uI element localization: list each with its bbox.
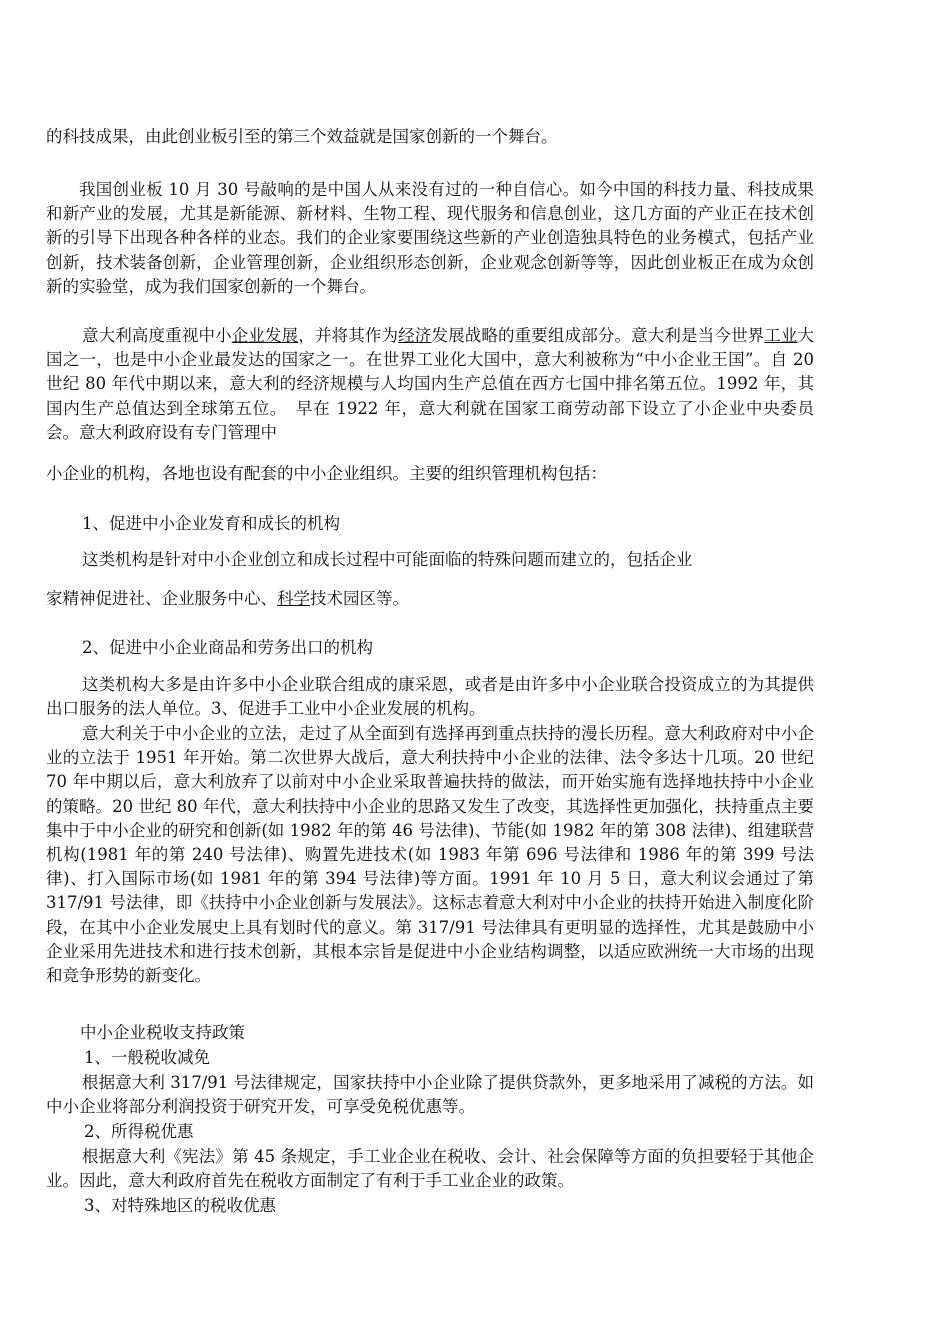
section-heading: 2、促进中小企业商品和劳务出口的机构 <box>82 638 373 657</box>
link-economy[interactable]: 经济 <box>398 326 432 345</box>
paragraph: 意大利高度重视中小企业发展，并将其作为经济发展战略的重要组成部分。意大利是当今世界工业大国之一，也是中小企业最发达的国家之一。在世界工业化大国中，意大利被称为“中小企业王国”。自 20 世纪 80 年代中期以来，意大利的经济规模与人均国内生产总值在西方七国中排名第五位。1992 年，其国内生产总值达到全球第五位。 早在 1922 年，意大利就在国家工商劳动部下设立了小企业中央委员会。意大利政府设有专门管理中 <box>46 326 815 442</box>
paragraph: 根据意大利《宪法》第 45 条规定，手工业企业在税收、会计、社会保障等方面的负担要轻于其他企业。因此，意大利政府首先在税收方面制定了有利于手工业企业的政策。 <box>46 1147 814 1191</box>
paragraph: 这类机构大多是由许多中小企业联合组成的康采恩，或者是由许多中小企业联合投资成立的为其提供出口服务的法人单位。3、促进手工业中小企业发展的机构。 <box>46 675 814 719</box>
paragraph: 我国创业板 10 月 30 号敲响的是中国人从来没有过的一种自信心。如今中国的科技力量、科技成果和新产业的发展，尤其是新能源、新材料、生物工程、现代服务和信息创业，这几方面的产业正在技术创新的引导下出现各种各样的业态。我们的企业家要围绕这些新的产业创造独具特色的业务模式，包括产业创新，技术装备创新，企业管理创新，企业组织形态创新，企业观念创新等等，因此创业板正在成为众创新的实验堂，成为我们国家创新的一个舞台。 <box>46 180 814 296</box>
subsection-heading: 3、对特殊地区的税收优惠 <box>84 1196 276 1215</box>
link-science[interactable]: 科学 <box>277 589 310 608</box>
text-line: 家精神促进社、企业服务中心、科学技术园区等。 <box>46 589 409 608</box>
text-line: 小企业的机构，各地也设有配套的中小企业组织。主要的组织管理机构包括： <box>46 464 607 483</box>
section-heading: 中小企业税收支持政策 <box>80 1023 245 1042</box>
subsection-heading: 1、一般税收减免 <box>84 1048 210 1067</box>
link-enterprise-development[interactable]: 企业发展 <box>231 326 299 345</box>
link-industry[interactable]: 工业 <box>764 326 798 345</box>
text-line: 的科技成果，由此创业板引至的第三个效益就是国家创新的一个舞台。 <box>46 127 558 146</box>
text-line: 这类机构是针对中小企业创立和成长过程中可能面临的特殊问题而建立的，包括企业 <box>82 550 693 569</box>
paragraph: 意大利关于中小企业的立法，走过了从全面到有选择再到重点扶持的漫长历程。意大利政府对中小企业的立法于 1951 年开始。第二次世界大战后，意大利扶持中小企业的法律、法令多达十几项。20 世纪 70 年中期以后，意大利放弃了以前对中小企业采取普遍扶持的做法，而开始实施有选择地扶持中小企业的策略。20 世纪 80 年代，意大利扶持中小企业的思路又发生了改变，其选择性更加强化，扶持重点主要集中于中小企业的研究和创新(如 1982 年的第 46 号法律)、节能(如 1982 年的第 308 法律)、组建联营机构(1981 年的第 240 号法律)、购置先进技术(如 1983 年第 696 号法律和 1986 年的第 399 号法律)、打入国际市场(如 1981 年的第 394 号法律)等方面。1991 年 10 月 5 日，意大利议会通过了第 317/91 号法律，即《扶持中小企业创新与发展法》。这标志着意大利对中小企业的扶持开始进入制度化阶段，在其中小企业发展史上具有划时代的意义。第 317/91 号法律具有更明显的选择性，尤其是鼓励中小企业采用先进技术和进行技术创新，其根本宗旨是促进中小企业结构调整，以适应欧洲统一大市场的出现和竞争形势的新变化。 <box>46 724 814 986</box>
section-heading: 1、促进中小企业发育和成长的机构 <box>82 514 340 533</box>
subsection-heading: 2、所得税优惠 <box>84 1122 194 1141</box>
paragraph: 根据意大利 317/91 号法律规定，国家扶持中小企业除了提供贷款外，更多地采用了减税的方法。如中小企业将部分利润投资于研究开发，可享受免税优惠等。 <box>46 1073 814 1117</box>
